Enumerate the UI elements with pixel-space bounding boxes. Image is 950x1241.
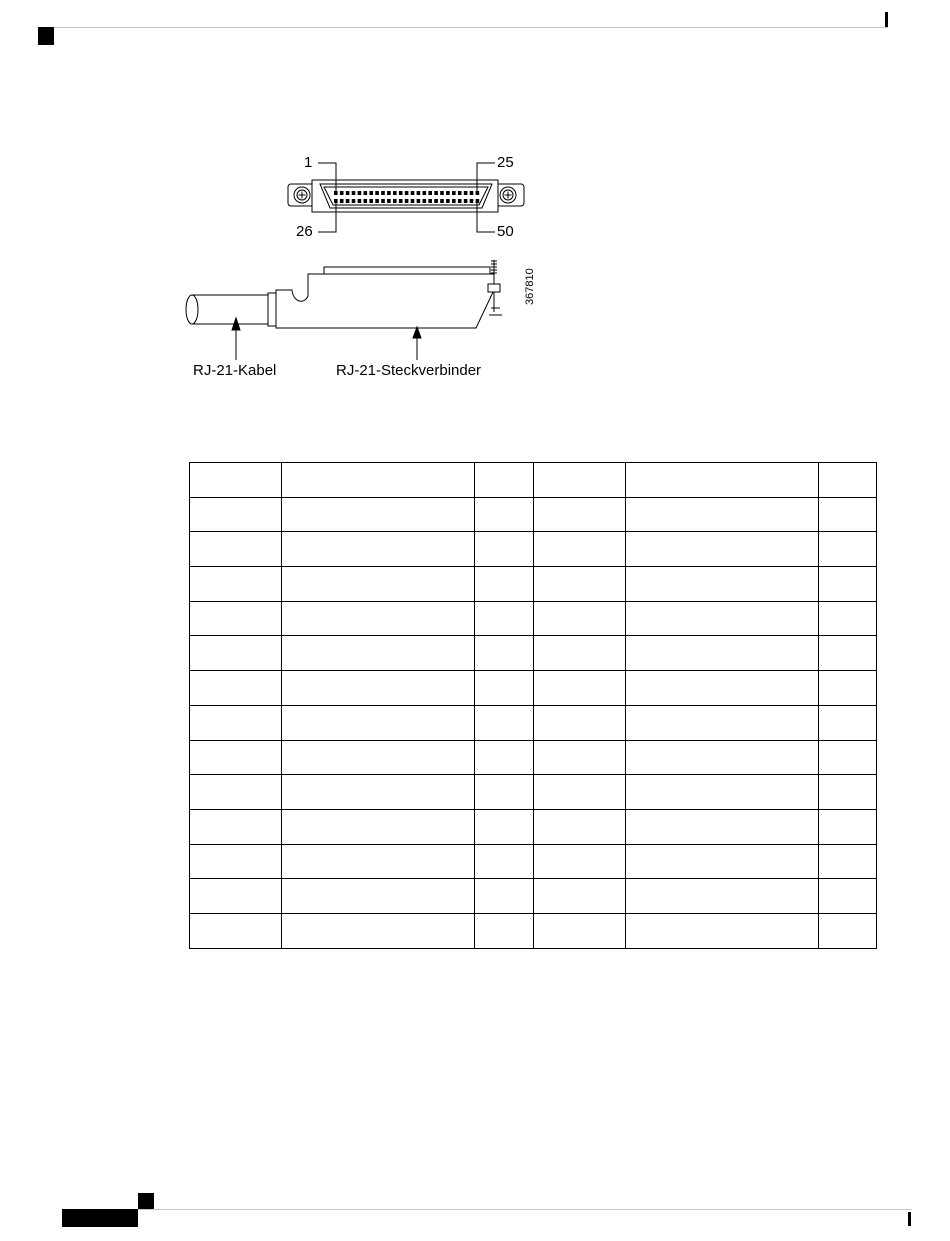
table-cell bbox=[626, 879, 819, 914]
table-cell bbox=[819, 636, 877, 671]
contact-pin bbox=[346, 199, 350, 203]
table-row bbox=[190, 879, 877, 914]
table-cell bbox=[282, 913, 475, 948]
table-cell bbox=[626, 601, 819, 636]
table-cell bbox=[475, 497, 534, 532]
contact-pin bbox=[340, 191, 344, 195]
strain-relief bbox=[268, 293, 276, 326]
contact-pin bbox=[417, 199, 421, 203]
contact-pin bbox=[399, 191, 403, 195]
table-cell bbox=[282, 601, 475, 636]
contact-pin bbox=[346, 191, 350, 195]
table-cell bbox=[475, 705, 534, 740]
table-cell bbox=[626, 636, 819, 671]
table-cell bbox=[626, 809, 819, 844]
table-cell bbox=[475, 844, 534, 879]
contact-pin bbox=[464, 199, 468, 203]
table-cell bbox=[190, 636, 282, 671]
table-cell bbox=[819, 775, 877, 810]
contact-pin bbox=[423, 199, 427, 203]
table-cell bbox=[819, 497, 877, 532]
table-cell bbox=[626, 671, 819, 706]
table-cell bbox=[282, 497, 475, 532]
contact-pin bbox=[440, 191, 444, 195]
contact-pin bbox=[352, 191, 356, 195]
table-cell bbox=[534, 740, 626, 775]
contact-pin bbox=[470, 191, 474, 195]
table-cell bbox=[626, 775, 819, 810]
table-cell bbox=[626, 497, 819, 532]
table-cell bbox=[819, 601, 877, 636]
table-cell bbox=[819, 844, 877, 879]
contact-pin bbox=[464, 191, 468, 195]
table-cell bbox=[190, 913, 282, 948]
table-cell bbox=[534, 879, 626, 914]
table-cell bbox=[190, 844, 282, 879]
table-cell bbox=[282, 740, 475, 775]
table-cell bbox=[190, 532, 282, 567]
table-cell bbox=[534, 497, 626, 532]
table-cell bbox=[534, 809, 626, 844]
table-cell bbox=[819, 809, 877, 844]
table-cell bbox=[626, 705, 819, 740]
table-cell bbox=[534, 532, 626, 567]
connector-callout-label: RJ-21-Steckverbinder bbox=[336, 362, 482, 379]
table-cell bbox=[190, 775, 282, 810]
table-cell bbox=[534, 636, 626, 671]
table-cell bbox=[819, 463, 877, 498]
contact-pin bbox=[369, 191, 373, 195]
table-row bbox=[190, 740, 877, 775]
contact-pin bbox=[393, 199, 397, 203]
table-cell bbox=[282, 532, 475, 567]
table-row bbox=[190, 497, 877, 532]
table-row bbox=[190, 567, 877, 602]
table-cell bbox=[475, 775, 534, 810]
table-cell bbox=[534, 705, 626, 740]
table-cell bbox=[190, 601, 282, 636]
table-cell bbox=[534, 775, 626, 810]
contact-pin bbox=[405, 199, 409, 203]
contact-pin bbox=[352, 199, 356, 203]
contact-pin bbox=[358, 199, 362, 203]
table-cell bbox=[475, 879, 534, 914]
contact-pin bbox=[387, 191, 391, 195]
contact-pin bbox=[434, 191, 438, 195]
figure-id: 367810 bbox=[524, 268, 536, 305]
table-cell bbox=[190, 497, 282, 532]
contact-pin bbox=[411, 191, 415, 195]
table-cell bbox=[819, 567, 877, 602]
connector-body bbox=[276, 274, 494, 328]
table-cell bbox=[190, 879, 282, 914]
contact-pin bbox=[364, 191, 368, 195]
table-row bbox=[190, 671, 877, 706]
header-corner-marker bbox=[38, 27, 54, 45]
table-cell bbox=[190, 809, 282, 844]
table-row bbox=[190, 913, 877, 948]
table-cell bbox=[819, 705, 877, 740]
contact-pin bbox=[381, 191, 385, 195]
table-cell bbox=[819, 879, 877, 914]
pin-label-1: 1 bbox=[304, 154, 313, 171]
table-cell bbox=[475, 809, 534, 844]
table-cell bbox=[626, 463, 819, 498]
contact-pin bbox=[428, 191, 432, 195]
cable-callout-label: RJ-21-Kabel bbox=[193, 362, 277, 379]
footer-edge-tick bbox=[908, 1212, 911, 1226]
contact-pin bbox=[399, 199, 403, 203]
footer-marker-bar bbox=[62, 1209, 138, 1227]
table-cell bbox=[282, 567, 475, 602]
footer-marker-square bbox=[138, 1193, 154, 1209]
contact-pin bbox=[364, 199, 368, 203]
table-cell bbox=[190, 567, 282, 602]
cable-end bbox=[186, 295, 198, 324]
table-cell bbox=[626, 532, 819, 567]
table-cell bbox=[282, 809, 475, 844]
table-row bbox=[190, 775, 877, 810]
contact-pin bbox=[417, 191, 421, 195]
contact-pin bbox=[470, 199, 474, 203]
cable-body bbox=[192, 295, 268, 324]
table-cell bbox=[475, 601, 534, 636]
table-row bbox=[190, 532, 877, 567]
table-row bbox=[190, 705, 877, 740]
table-row bbox=[190, 809, 877, 844]
contact-pin bbox=[452, 199, 456, 203]
contact-pin bbox=[428, 199, 432, 203]
table-cell bbox=[282, 775, 475, 810]
table-cell bbox=[475, 636, 534, 671]
table-cell bbox=[626, 913, 819, 948]
table-cell bbox=[626, 740, 819, 775]
table-cell bbox=[282, 844, 475, 879]
table-cell bbox=[819, 532, 877, 567]
table-cell bbox=[282, 671, 475, 706]
table-cell bbox=[475, 532, 534, 567]
pinout-table-body bbox=[190, 463, 877, 949]
table-cell bbox=[282, 463, 475, 498]
table-cell bbox=[475, 913, 534, 948]
table-cell bbox=[190, 463, 282, 498]
table-cell bbox=[534, 844, 626, 879]
pinout-table bbox=[189, 462, 877, 949]
table-cell bbox=[626, 844, 819, 879]
table-cell bbox=[190, 705, 282, 740]
contact-pin bbox=[334, 191, 338, 195]
table-cell bbox=[475, 567, 534, 602]
pin-label-25: 25 bbox=[497, 154, 514, 171]
contact-pin bbox=[452, 191, 456, 195]
contact-pin bbox=[458, 199, 462, 203]
contact-pin bbox=[381, 199, 385, 203]
table-cell bbox=[534, 671, 626, 706]
contact-pin bbox=[393, 191, 397, 195]
header-rule bbox=[38, 27, 888, 28]
contact-pin bbox=[358, 191, 362, 195]
table-cell bbox=[534, 913, 626, 948]
contact-pin bbox=[476, 191, 480, 195]
table-cell bbox=[626, 567, 819, 602]
footer-rule bbox=[62, 1209, 912, 1210]
table-cell bbox=[534, 567, 626, 602]
contact-pin bbox=[440, 199, 444, 203]
table-cell bbox=[475, 463, 534, 498]
table-cell bbox=[534, 463, 626, 498]
contact-pin bbox=[434, 199, 438, 203]
pin-label-26: 26 bbox=[296, 223, 313, 240]
table-cell bbox=[475, 671, 534, 706]
contact-pin bbox=[446, 191, 450, 195]
table-cell bbox=[282, 636, 475, 671]
table-cell bbox=[819, 913, 877, 948]
table-row bbox=[190, 636, 877, 671]
contact-pin bbox=[369, 199, 373, 203]
table-cell bbox=[282, 705, 475, 740]
cable-side-view bbox=[180, 250, 510, 365]
table-row bbox=[190, 601, 877, 636]
table-cell bbox=[534, 601, 626, 636]
table-row bbox=[190, 463, 877, 498]
contact-pin bbox=[340, 199, 344, 203]
contact-pin bbox=[446, 199, 450, 203]
table-cell bbox=[475, 740, 534, 775]
table-cell bbox=[190, 671, 282, 706]
contact-pin bbox=[411, 199, 415, 203]
table-row bbox=[190, 844, 877, 879]
contact-block bbox=[324, 267, 490, 274]
contact-pin bbox=[423, 191, 427, 195]
contact-pin bbox=[458, 191, 462, 195]
table-cell bbox=[282, 879, 475, 914]
pin-label-50: 50 bbox=[497, 223, 514, 240]
connector-arrow-head bbox=[413, 327, 421, 338]
contact-pin bbox=[405, 191, 409, 195]
contact-pin bbox=[387, 199, 391, 203]
header-edge-tick bbox=[885, 12, 888, 27]
table-cell bbox=[819, 740, 877, 775]
table-cell bbox=[190, 740, 282, 775]
contact-pin bbox=[375, 199, 379, 203]
table-cell bbox=[819, 671, 877, 706]
contact-pin bbox=[375, 191, 379, 195]
